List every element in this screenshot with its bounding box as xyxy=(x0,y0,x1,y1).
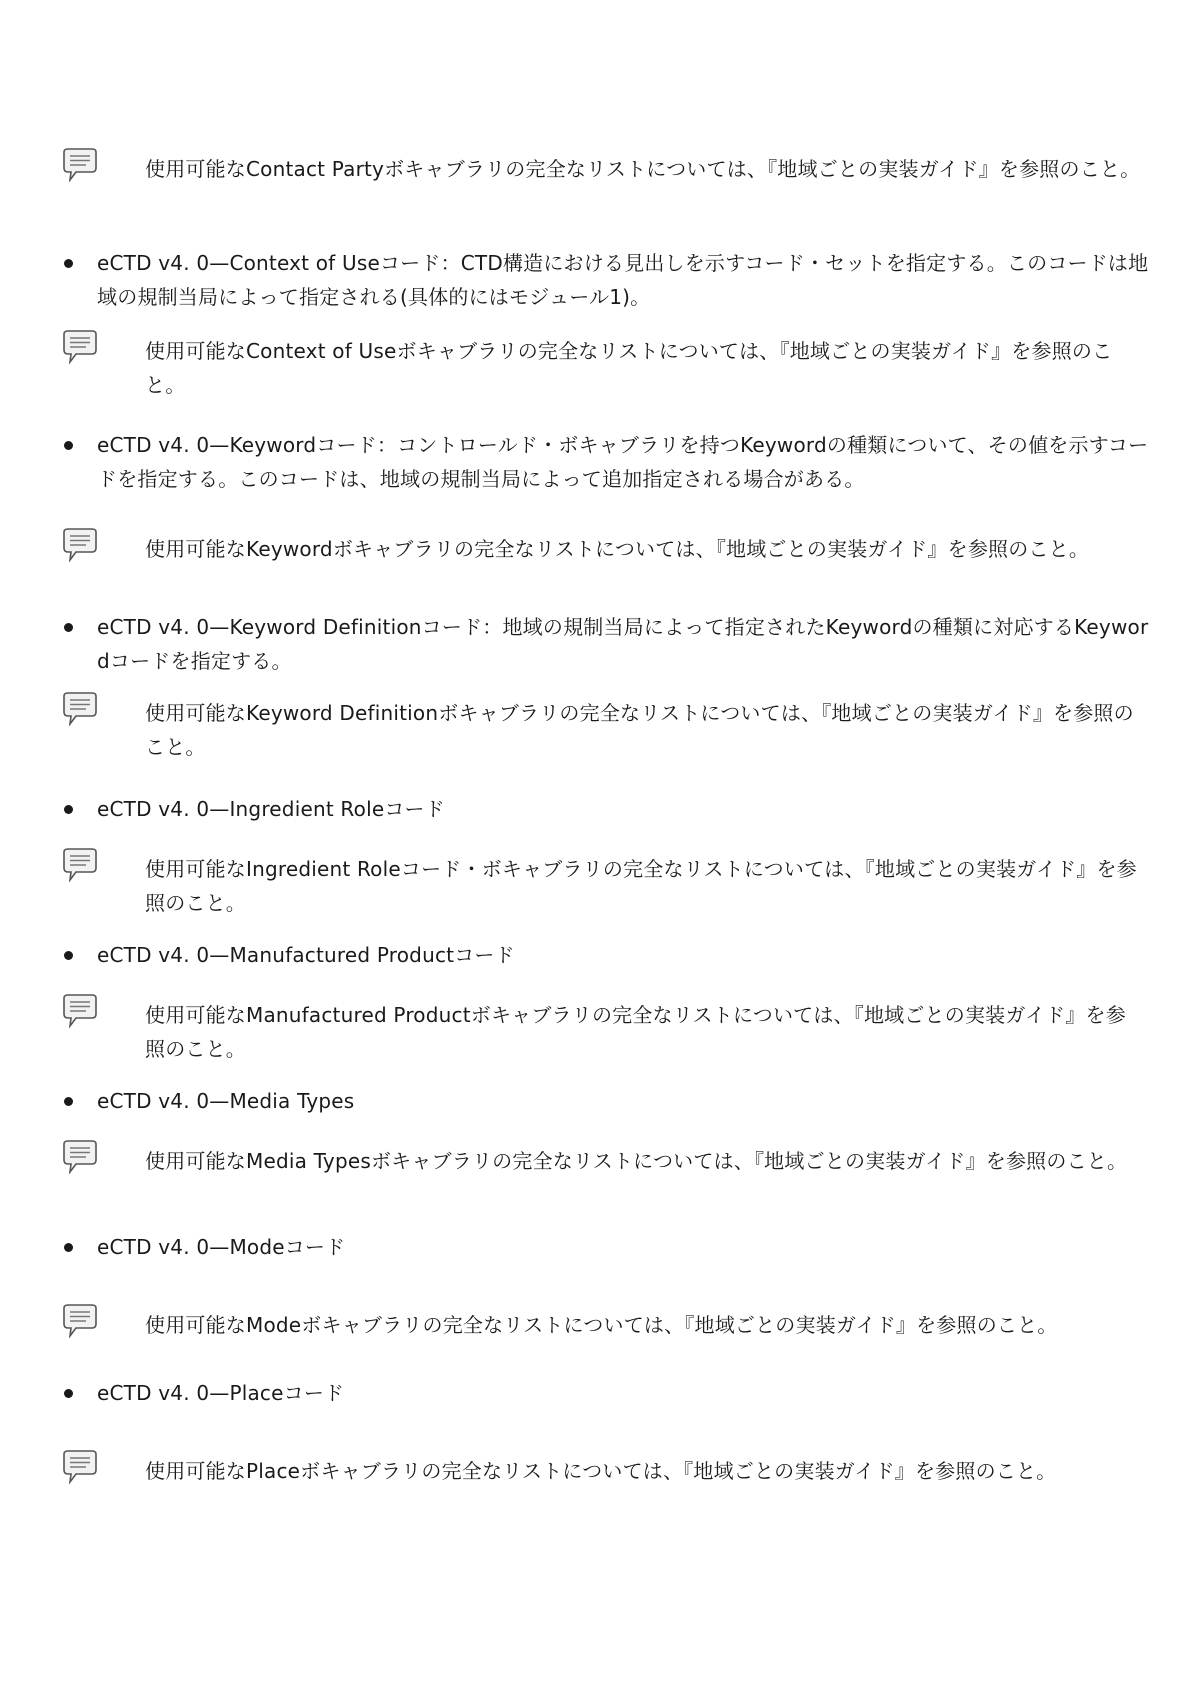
list-item-text: eCTD v4. 0—Keywordコード：コントロールド・ボキャブラリを持つKeywordの種類について、その値を示すコードを指定する。このコードは、地域の規制当局によって追加指定される場合がある。 xyxy=(97,433,1149,491)
list-item-text: eCTD v4. 0—Keyword Definitionコード：地域の規制当局によって指定されたKeywordの種類に対応するKeywordコードを指定する。 xyxy=(97,615,1149,673)
list-item-text: eCTD v4. 0—Ingredient Roleコード xyxy=(97,797,445,821)
list-item xyxy=(97,610,1152,678)
list-item-text: eCTD v4. 0—Context of Useコード：CTD構造における見出しを示すコード・セットを指定する。このコードは地域の規制当局によって指定される(具体的にはモジュール1)。 xyxy=(97,251,1149,309)
speech-bubble-note-icon xyxy=(60,1140,100,1174)
list-item-text: eCTD v4. 0—Modeコード xyxy=(97,1235,346,1259)
speech-bubble-note-icon xyxy=(60,848,100,882)
note-text-content: 使用可能なContact Partyボキャブラリの完全なリストについては、『地域ごとの実装ガイド』を参照のこと。 xyxy=(145,157,1141,181)
list-item xyxy=(97,792,1152,826)
list-item-text: eCTD v4. 0—Media Types xyxy=(97,1089,355,1113)
speech-bubble-note-icon xyxy=(60,528,100,562)
list-item xyxy=(97,428,1152,496)
note-text-content: 使用可能なMedia Typesボキャブラリの完全なリストについては、『地域ごとの実装ガイド』を参照のこと。 xyxy=(145,1149,1128,1173)
note-text xyxy=(145,1308,1145,1342)
note-text xyxy=(145,1454,1145,1488)
speech-bubble-note-icon xyxy=(60,148,100,182)
list-item xyxy=(97,1376,1152,1410)
note-text-content: 使用可能なKeywordボキャブラリの完全なリストについては、『地域ごとの実装ガイド』を参照のこと。 xyxy=(145,537,1090,561)
list-item-text: eCTD v4. 0—Placeコード xyxy=(97,1381,345,1405)
note-text xyxy=(145,1144,1145,1178)
bullet-dot xyxy=(64,805,73,814)
bullet-dot xyxy=(64,951,73,960)
speech-bubble-note-icon xyxy=(60,1450,100,1484)
speech-bubble-note-icon xyxy=(60,994,100,1028)
note-text-content: 使用可能なManufactured Productボキャブラリの完全なリストについては、『地域ごとの実装ガイド』を参照のこと。 xyxy=(145,1003,1126,1061)
speech-bubble-note-icon xyxy=(60,330,100,364)
note-text xyxy=(145,998,1145,1066)
list-item xyxy=(97,1084,1152,1118)
bullet-dot xyxy=(64,1389,73,1398)
bullet-dot xyxy=(64,1097,73,1106)
bullet-dot xyxy=(64,1243,73,1252)
note-text xyxy=(145,334,1145,402)
speech-bubble-note-icon xyxy=(60,692,100,726)
note-text xyxy=(145,696,1145,764)
list-item xyxy=(97,1230,1152,1264)
note-text xyxy=(145,152,1145,186)
speech-bubble-note-icon xyxy=(60,1304,100,1338)
note-text-content: 使用可能なContext of Useボキャブラリの完全なリストについては、『地域ごとの実装ガイド』を参照のこと。 xyxy=(145,339,1113,397)
note-text-content: 使用可能なModeボキャブラリの完全なリストについては、『地域ごとの実装ガイド』を参照のこと。 xyxy=(145,1313,1058,1337)
list-item xyxy=(97,938,1152,972)
list-item xyxy=(97,246,1152,314)
note-text-content: 使用可能なIngredient Roleコード・ボキャブラリの完全なリストについては、『地域ごとの実装ガイド』を参照のこと。 xyxy=(145,857,1137,915)
note-text xyxy=(145,532,1145,566)
note-text-content: 使用可能なKeyword Definitionボキャブラリの完全なリストについては、『地域ごとの実装ガイド』を参照のこと。 xyxy=(145,701,1134,759)
bullet-dot xyxy=(64,259,73,268)
bullet-dot xyxy=(64,441,73,450)
bullet-dot xyxy=(64,623,73,632)
note-text-content: 使用可能なPlaceボキャブラリの完全なリストについては、『地域ごとの実装ガイド』を参照のこと。 xyxy=(145,1459,1057,1483)
note-text xyxy=(145,852,1145,920)
list-item-text: eCTD v4. 0—Manufactured Productコード xyxy=(97,943,515,967)
